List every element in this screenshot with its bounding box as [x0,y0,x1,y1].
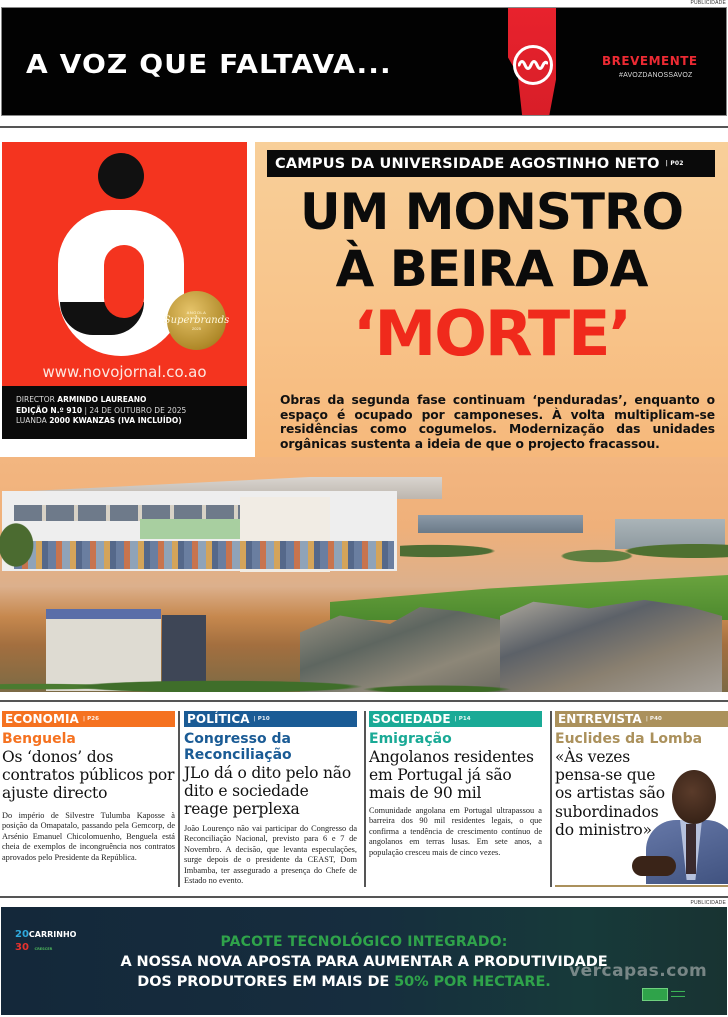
divider-rule [0,896,728,898]
section-politica[interactable] [184,711,357,889]
page-ref: | P26 [82,716,100,722]
website-url[interactable]: www.novojornal.co.ao [42,363,207,381]
superbrands-seal-icon [163,291,230,350]
section-tag [2,711,175,727]
price: 2000 KWANZAS (IVA INCLUÍDO) [49,416,182,425]
section-headline[interactable]: «Às vezes pensa-se que os artistas são subordinados do ministro» [555,748,665,839]
page-ref: | P02 [665,160,684,167]
photo-colored-facade [14,541,394,569]
ad-line2: A NOSSA NOVA APOSTA PARA AUMENTAR A PRODUTIVIDADE [120,954,608,970]
column-divider [364,711,366,887]
logo-counter [104,245,144,318]
edition-number: EDIÇÃO N.º 910 [16,405,83,415]
logo-year-bottom: 30 [15,942,29,953]
page-ref: | P40 [645,716,662,722]
edition-info: DIRECTOR ARMINDO LAUREANO EDIÇÃO N.º 910 | 24 DE OUTUBRO DE 2025 LUANDA 2000 KWANZAS (IVA INCLUÍDO) [2,386,247,439]
column-divider [178,711,180,887]
publicidade-label-top: PUBLICIDADE [690,0,726,6]
section-sociedade[interactable] [369,711,542,889]
section-subhead: Emigração [369,731,452,747]
city-label: LUANDA [16,416,47,425]
seal-top-text: ANGOLA [186,310,207,315]
section-headline[interactable]: Os ‘donos’ dos contratos públicos por ajuste directo [2,748,175,802]
lead-title-line2[interactable]: À BEIRA DA [335,240,648,298]
ad-line3-prefix: DOS PRODUTORES EM MAIS DE [137,974,395,990]
section-subhead: Congresso da Reconciliação [184,731,292,763]
tag-label: ENTREVISTA [558,712,642,726]
green-badge-icon [642,988,668,1001]
interviewee-portrait [628,766,728,884]
top-advertisement[interactable] [1,7,727,116]
lead-title-line3[interactable]: ‘MORTE’ [352,297,631,370]
portrait-head [672,770,716,824]
section-subhead: Euclides da Lomba [555,731,703,747]
tag-label: POLÍTICA [187,712,250,726]
portrait-hand [632,856,676,876]
photo-tree-left [0,515,40,575]
publicidade-label-bottom: PUBLICIDADE [690,900,726,906]
photo-bushes [0,665,728,692]
column-divider [550,711,552,887]
voz-logo-icon [513,45,553,85]
section-economia[interactable] [2,711,175,889]
masthead [2,142,247,439]
logo-tagline: CRESCER [34,947,53,951]
ad-hashtag: #AVOZDANOSSAVOZ [619,72,693,79]
lead-title-line1[interactable]: UM MONSTRO [300,183,683,241]
lead-photo[interactable] [0,457,728,692]
tag-label: SOCIEDADE [372,712,451,726]
section-body: Comunidade angolana em Portugal ultrapassou a barreira dos 90 mil residentes legais, o que confirma a tendência de crescimento contínuo de angolanos em terras lusas. Em sete anos, a população cresceu mais de cinco vezes. [369,806,542,857]
section-tag [184,711,357,727]
seal-year: 2025 [192,326,201,331]
director-label: DIRECTOR [16,395,55,404]
watermark: vercapas.com [569,961,708,981]
logo-year-top: 20 [15,929,29,940]
logo-dot-icon [98,153,144,199]
lead-dek: Obras da segunda fase continuam ‘penduradas’, enquanto o espaço é ocupado por camponeses. À volta multiplicam-se residências como cogumelos. Modernização das unidades orgânicas sustenta a ideia de que o projecto fracassou. [280,393,715,451]
entrevista-underline [555,885,728,887]
ad-headline: A VOZ QUE FALTAVA... [26,50,392,80]
page-ref: | P10 [253,716,270,722]
section-tag [555,711,728,727]
section-headline[interactable]: Angolanos residentes em Portugal já são mais de 90 mil [369,748,534,802]
ad-line3-highlight: 50% POR HECTARE. [394,974,551,990]
page-ref: | P14 [454,716,471,722]
ad-cta: BREVEMENTE [602,54,698,68]
divider-rule [0,700,728,702]
ad-line1: PACOTE TECNOLÓGICO INTEGRADO: [220,934,508,950]
director-name: ARMINDO LAUREANO [57,395,147,404]
section-subhead: Benguela [2,731,76,747]
seal-name: Superbrands [163,315,230,326]
bottom-advertisement[interactable] [1,907,727,1015]
edition-date: 24 DE OUTUBRO DE 2025 [89,405,187,415]
tag-label: ECONOMIA [5,712,79,726]
section-body: João Lourenço não vai participar do Congresso da Reconciliação Nacional, previsto para 6 e 7 de Novembro. A decisão, que levanta especulações, surge depois de o presidente da CEAST, Dom Imbamba, ter assegurado a presença do Chefe de Estado no evento. [184,824,357,886]
photo-green-panel [140,519,240,539]
section-headline[interactable]: JLo dá o dito pelo não dito e sociedade reage perplexa [184,764,351,818]
section-tag [369,711,542,727]
badge-text: ▬▬▬▬ ▬▬▬▬ [671,989,685,998]
lead-kicker[interactable] [267,150,715,177]
divider-rule [0,126,728,128]
portrait-tie [686,824,696,874]
photo-trees [400,521,728,571]
logo-brand: CARRINHO [28,930,77,939]
kicker-text: CAMPUS DA UNIVERSIDADE AGOSTINHO NETO [275,155,660,172]
section-body: Do império de Silvestre Tulumba Kaposse à posição da Omapatalo, passando pela Gemcorp, de Arsénio Emanuel Chicolomuenho, Benguela está cheia de exemplos de incongruência nos contratos aprovados pelo Presidente da República. [2,811,175,862]
